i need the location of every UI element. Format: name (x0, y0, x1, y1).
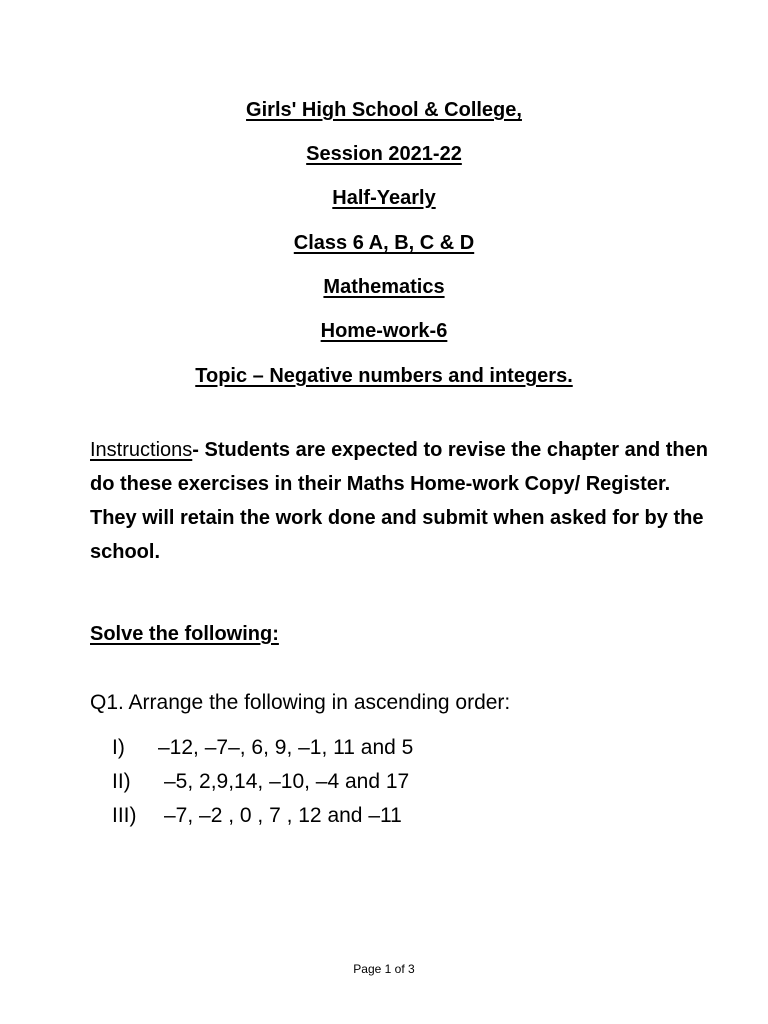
item-text: –5, 2,9,14, –10, –4 and 17 (164, 770, 410, 793)
instructions-paragraph (90, 433, 710, 569)
term: Half-Yearly (332, 187, 436, 209)
solve-heading: Solve the following: (90, 623, 279, 645)
topic: Topic – Negative numbers and integers. (195, 365, 573, 387)
item-number: III) (112, 804, 137, 827)
subject: Mathematics (323, 276, 445, 298)
question-1: Q1. Arrange the following in ascending order: (90, 691, 511, 714)
class-sections: Class 6 A, B, C & D (293, 232, 475, 254)
item-text: –12, –7–, 6, 9, –1, 11 and 5 (158, 736, 414, 759)
item-number: II) (112, 770, 131, 793)
item-text: –7, –2 , 0 , 7 , 12 and –11 (164, 804, 402, 827)
page-number: Page 1 of 3 (353, 962, 415, 976)
item-number: I) (112, 736, 125, 759)
school-name: Girls' High School & College, (246, 99, 522, 121)
homework-title: Home-work-6 (320, 320, 448, 342)
instructions-body: - Students are expected to revise the chapter and then do these exercises in their Maths Home-work Copy/ Register. They will retain the work done and submit when asked for by the school. (90, 439, 708, 563)
session: Session 2021-22 (306, 143, 462, 165)
instructions-label: Instructions (90, 439, 193, 461)
